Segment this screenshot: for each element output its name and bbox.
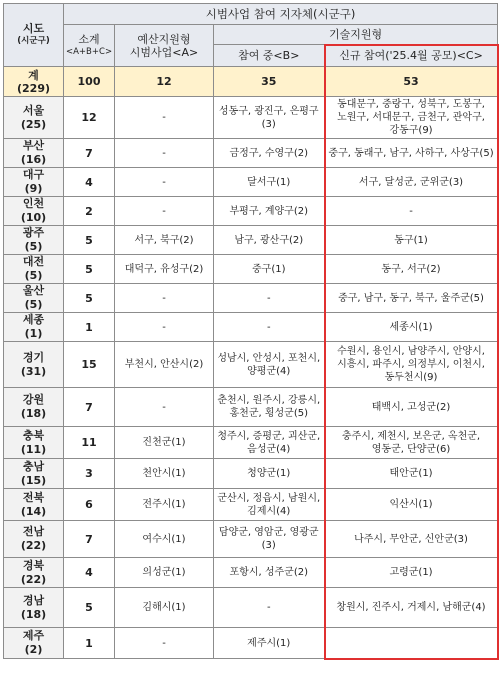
subtotal-cell: 5 (64, 255, 115, 284)
header-main: 시범사업 참여 지자체(시군구) (64, 4, 498, 25)
region-cell (4, 388, 64, 427)
subtotal-cell: 6 (64, 489, 115, 521)
total-sum: 100 (64, 67, 115, 97)
region-name: 경기 (22, 350, 45, 364)
tech-new-cell: 창원시, 진주시, 거제시, 남해군(4) (325, 588, 498, 628)
tech-participating-cell: 청주시, 증평군, 괴산군, 음성군(4) (214, 427, 325, 459)
subtotal-cell: 5 (64, 588, 115, 628)
region-count: (5) (24, 269, 43, 282)
budget-cell: - (115, 197, 214, 226)
region-cell (4, 588, 64, 628)
subtotal-cell: 12 (64, 97, 115, 139)
budget-cell: - (115, 628, 214, 659)
tech-new-cell: 세종시(1) (325, 313, 498, 342)
region-name: 제주 (22, 629, 45, 642)
region-name: 경북 (22, 558, 45, 572)
region-cell (4, 342, 64, 388)
tech-participating-cell: - (214, 588, 325, 628)
table-row (4, 313, 498, 342)
budget-cell: 김해시(1) (115, 588, 214, 628)
budget-cell: 의성군(1) (115, 558, 214, 588)
region-cell (4, 521, 64, 558)
subtotal-cell: 3 (64, 459, 115, 489)
region-cell (4, 97, 64, 139)
tech-participating-cell: - (214, 313, 325, 342)
subtotal-cell: 1 (64, 313, 115, 342)
subtotal-cell: 7 (64, 521, 115, 558)
tech-new-cell: 고령군(1) (325, 558, 498, 588)
table-row (4, 489, 498, 521)
tech-participating-cell: 부평구, 계양구(2) (214, 197, 325, 226)
region-cell (4, 255, 64, 284)
subtotal-cell: 15 (64, 342, 115, 388)
region-name: 경남 (22, 593, 45, 607)
subtotal-cell: 7 (64, 388, 115, 427)
total-b: 35 (214, 67, 325, 97)
budget-cell: 천안시(1) (115, 459, 214, 489)
region-name: 대구 (22, 168, 45, 181)
region-count: (15) (20, 473, 47, 487)
subtotal-cell: 4 (64, 168, 115, 197)
table-row (4, 628, 498, 659)
region-cell (4, 459, 64, 489)
budget-cell: - (115, 168, 214, 197)
table-row (4, 197, 498, 226)
tech-new-cell: 중구, 남구, 동구, 북구, 울주군(5) (325, 284, 498, 313)
region-count: (10) (20, 211, 47, 224)
total-region-label: 계 (28, 68, 39, 82)
subtotal-cell: 4 (64, 558, 115, 588)
region-name: 전남 (22, 525, 45, 538)
region-cell (4, 139, 64, 168)
table-row (4, 97, 498, 139)
region-name: 강원 (22, 393, 45, 406)
budget-cell: 대덕구, 유성구(2) (115, 255, 214, 284)
region-cell (4, 628, 64, 659)
tech-new-cell: 동대문구, 중랑구, 성북구, 도봉구, 노원구, 서대문구, 금천구, 관악구, 강동구(9) (325, 97, 498, 139)
table-row (4, 284, 498, 313)
region-cell (4, 489, 64, 521)
region-count: (14) (20, 504, 47, 518)
region-cell (4, 226, 64, 255)
region-count: (11) (20, 442, 47, 456)
region-name: 충북 (22, 428, 45, 442)
region-count: (18) (20, 407, 47, 420)
header-sido-label: 시도 (22, 22, 45, 35)
tech-new-cell (325, 628, 498, 659)
budget-cell: 진천군(1) (115, 427, 214, 459)
tech-new-cell: 동구(1) (325, 226, 498, 255)
tech-participating-cell: 성남시, 안성시, 포천시, 양평군(4) (214, 342, 325, 388)
total-c: 53 (325, 67, 498, 97)
header-budget-type: 예산지원형 (137, 32, 191, 46)
total-region (4, 67, 64, 97)
total-row (4, 67, 498, 97)
region-count: (2) (24, 643, 43, 656)
region-cell (4, 313, 64, 342)
tech-participating-cell: 청양군(1) (214, 459, 325, 489)
region-cell (4, 427, 64, 459)
budget-cell: - (115, 97, 214, 139)
table-row (4, 255, 498, 284)
tech-participating-cell: 군산시, 정읍시, 남원시, 김제시(4) (214, 489, 325, 521)
table-row (4, 521, 498, 558)
tech-new-cell: 나주시, 무안군, 신안군(3) (325, 521, 498, 558)
budget-cell: - (115, 313, 214, 342)
tech-participating-cell: 중구(1) (214, 255, 325, 284)
total-a: 12 (115, 67, 214, 97)
region-count: (25) (20, 117, 47, 131)
tech-new-cell: 충주시, 제천시, 보은군, 옥천군, 영동군, 단양군(6) (325, 427, 498, 459)
tech-participating-cell: 담양군, 영암군, 영광군(3) (214, 521, 325, 558)
subtotal-cell: 7 (64, 139, 115, 168)
region-count: (5) (24, 298, 43, 311)
region-count: (5) (24, 240, 43, 253)
budget-cell: 부천시, 안산시(2) (115, 342, 214, 388)
table-row (4, 427, 498, 459)
region-count: (16) (20, 153, 47, 166)
tech-new-cell: 익산시(1) (325, 489, 498, 521)
region-name: 광주 (22, 226, 45, 239)
budget-cell: 여수시(1) (115, 521, 214, 558)
region-count: (22) (20, 572, 47, 586)
region-name: 서울 (22, 103, 45, 117)
table-row (4, 388, 498, 427)
subtotal-cell: 5 (64, 284, 115, 313)
tech-participating-cell: 금정구, 수영구(2) (214, 139, 325, 168)
region-cell (4, 197, 64, 226)
table-row (4, 588, 498, 628)
region-cell (4, 558, 64, 588)
header-tech-c: 신규 참여('25.4월 공모)<C> (325, 45, 498, 67)
tech-new-cell: - (325, 197, 498, 226)
region-name: 충남 (22, 459, 45, 473)
table-row (4, 139, 498, 168)
table-row (4, 342, 498, 388)
tech-participating-cell: 남구, 광산구(2) (214, 226, 325, 255)
region-cell (4, 168, 64, 197)
budget-cell: 서구, 북구(2) (115, 226, 214, 255)
tech-new-cell: 동구, 서구(2) (325, 255, 498, 284)
tech-participating-cell: 포항시, 성주군(2) (214, 558, 325, 588)
region-count: (31) (20, 364, 47, 378)
header-sido (4, 4, 64, 67)
tech-new-cell: 수원시, 용인시, 남양주시, 안양시, 시흥시, 파주시, 의정부시, 이천시, 동두천시(9) (325, 342, 498, 388)
subtotal-cell: 2 (64, 197, 115, 226)
table-row (4, 168, 498, 197)
region-name: 부산 (22, 139, 45, 152)
budget-cell: - (115, 139, 214, 168)
tech-participating-cell: 달서구(1) (214, 168, 325, 197)
table-row (4, 459, 498, 489)
tech-new-cell: 서구, 달성군, 군위군(3) (325, 168, 498, 197)
tech-participating-cell: 성동구, 광진구, 은평구(3) (214, 97, 325, 139)
header-budget-sub: 시범사업<A> (129, 45, 199, 59)
header-sido-sub: (시군구) (17, 36, 50, 46)
total-region-count: (229) (16, 81, 51, 95)
region-name: 대전 (22, 255, 45, 268)
tech-participating-cell: 춘천시, 원주시, 강릉시, 홍천군, 횡성군(5) (214, 388, 325, 427)
region-name: 세종 (22, 313, 45, 326)
header-budget (115, 25, 214, 67)
budget-cell: - (115, 388, 214, 427)
subtotal-cell: 11 (64, 427, 115, 459)
header-tech: 기술지원형 (214, 25, 498, 45)
region-count: (9) (24, 182, 43, 195)
region-count: (18) (20, 607, 47, 621)
region-name: 전북 (22, 490, 45, 504)
budget-cell: - (115, 284, 214, 313)
subtotal-cell: 1 (64, 628, 115, 659)
budget-cell: 전주시(1) (115, 489, 214, 521)
subtotal-cell: 5 (64, 226, 115, 255)
region-name: 울산 (22, 284, 45, 297)
pilot-municipalities-table (3, 3, 499, 660)
region-count: (1) (24, 327, 43, 340)
header-tech-b: 참여 중<B> (214, 45, 325, 67)
region-name: 인천 (22, 197, 45, 210)
header-subtotal-label: 소계 (78, 32, 100, 46)
tech-new-cell: 중구, 동래구, 남구, 사하구, 사상구(5) (325, 139, 498, 168)
tech-participating-cell: 제주시(1) (214, 628, 325, 659)
header-subtotal (64, 25, 115, 67)
table-row (4, 226, 498, 255)
region-cell (4, 284, 64, 313)
tech-new-cell: 태백시, 고성군(2) (325, 388, 498, 427)
header-subtotal-formula: <A+B+C> (66, 46, 113, 57)
tech-participating-cell: - (214, 284, 325, 313)
table-row (4, 558, 498, 588)
tech-new-cell: 태안군(1) (325, 459, 498, 489)
region-count: (22) (20, 539, 47, 552)
